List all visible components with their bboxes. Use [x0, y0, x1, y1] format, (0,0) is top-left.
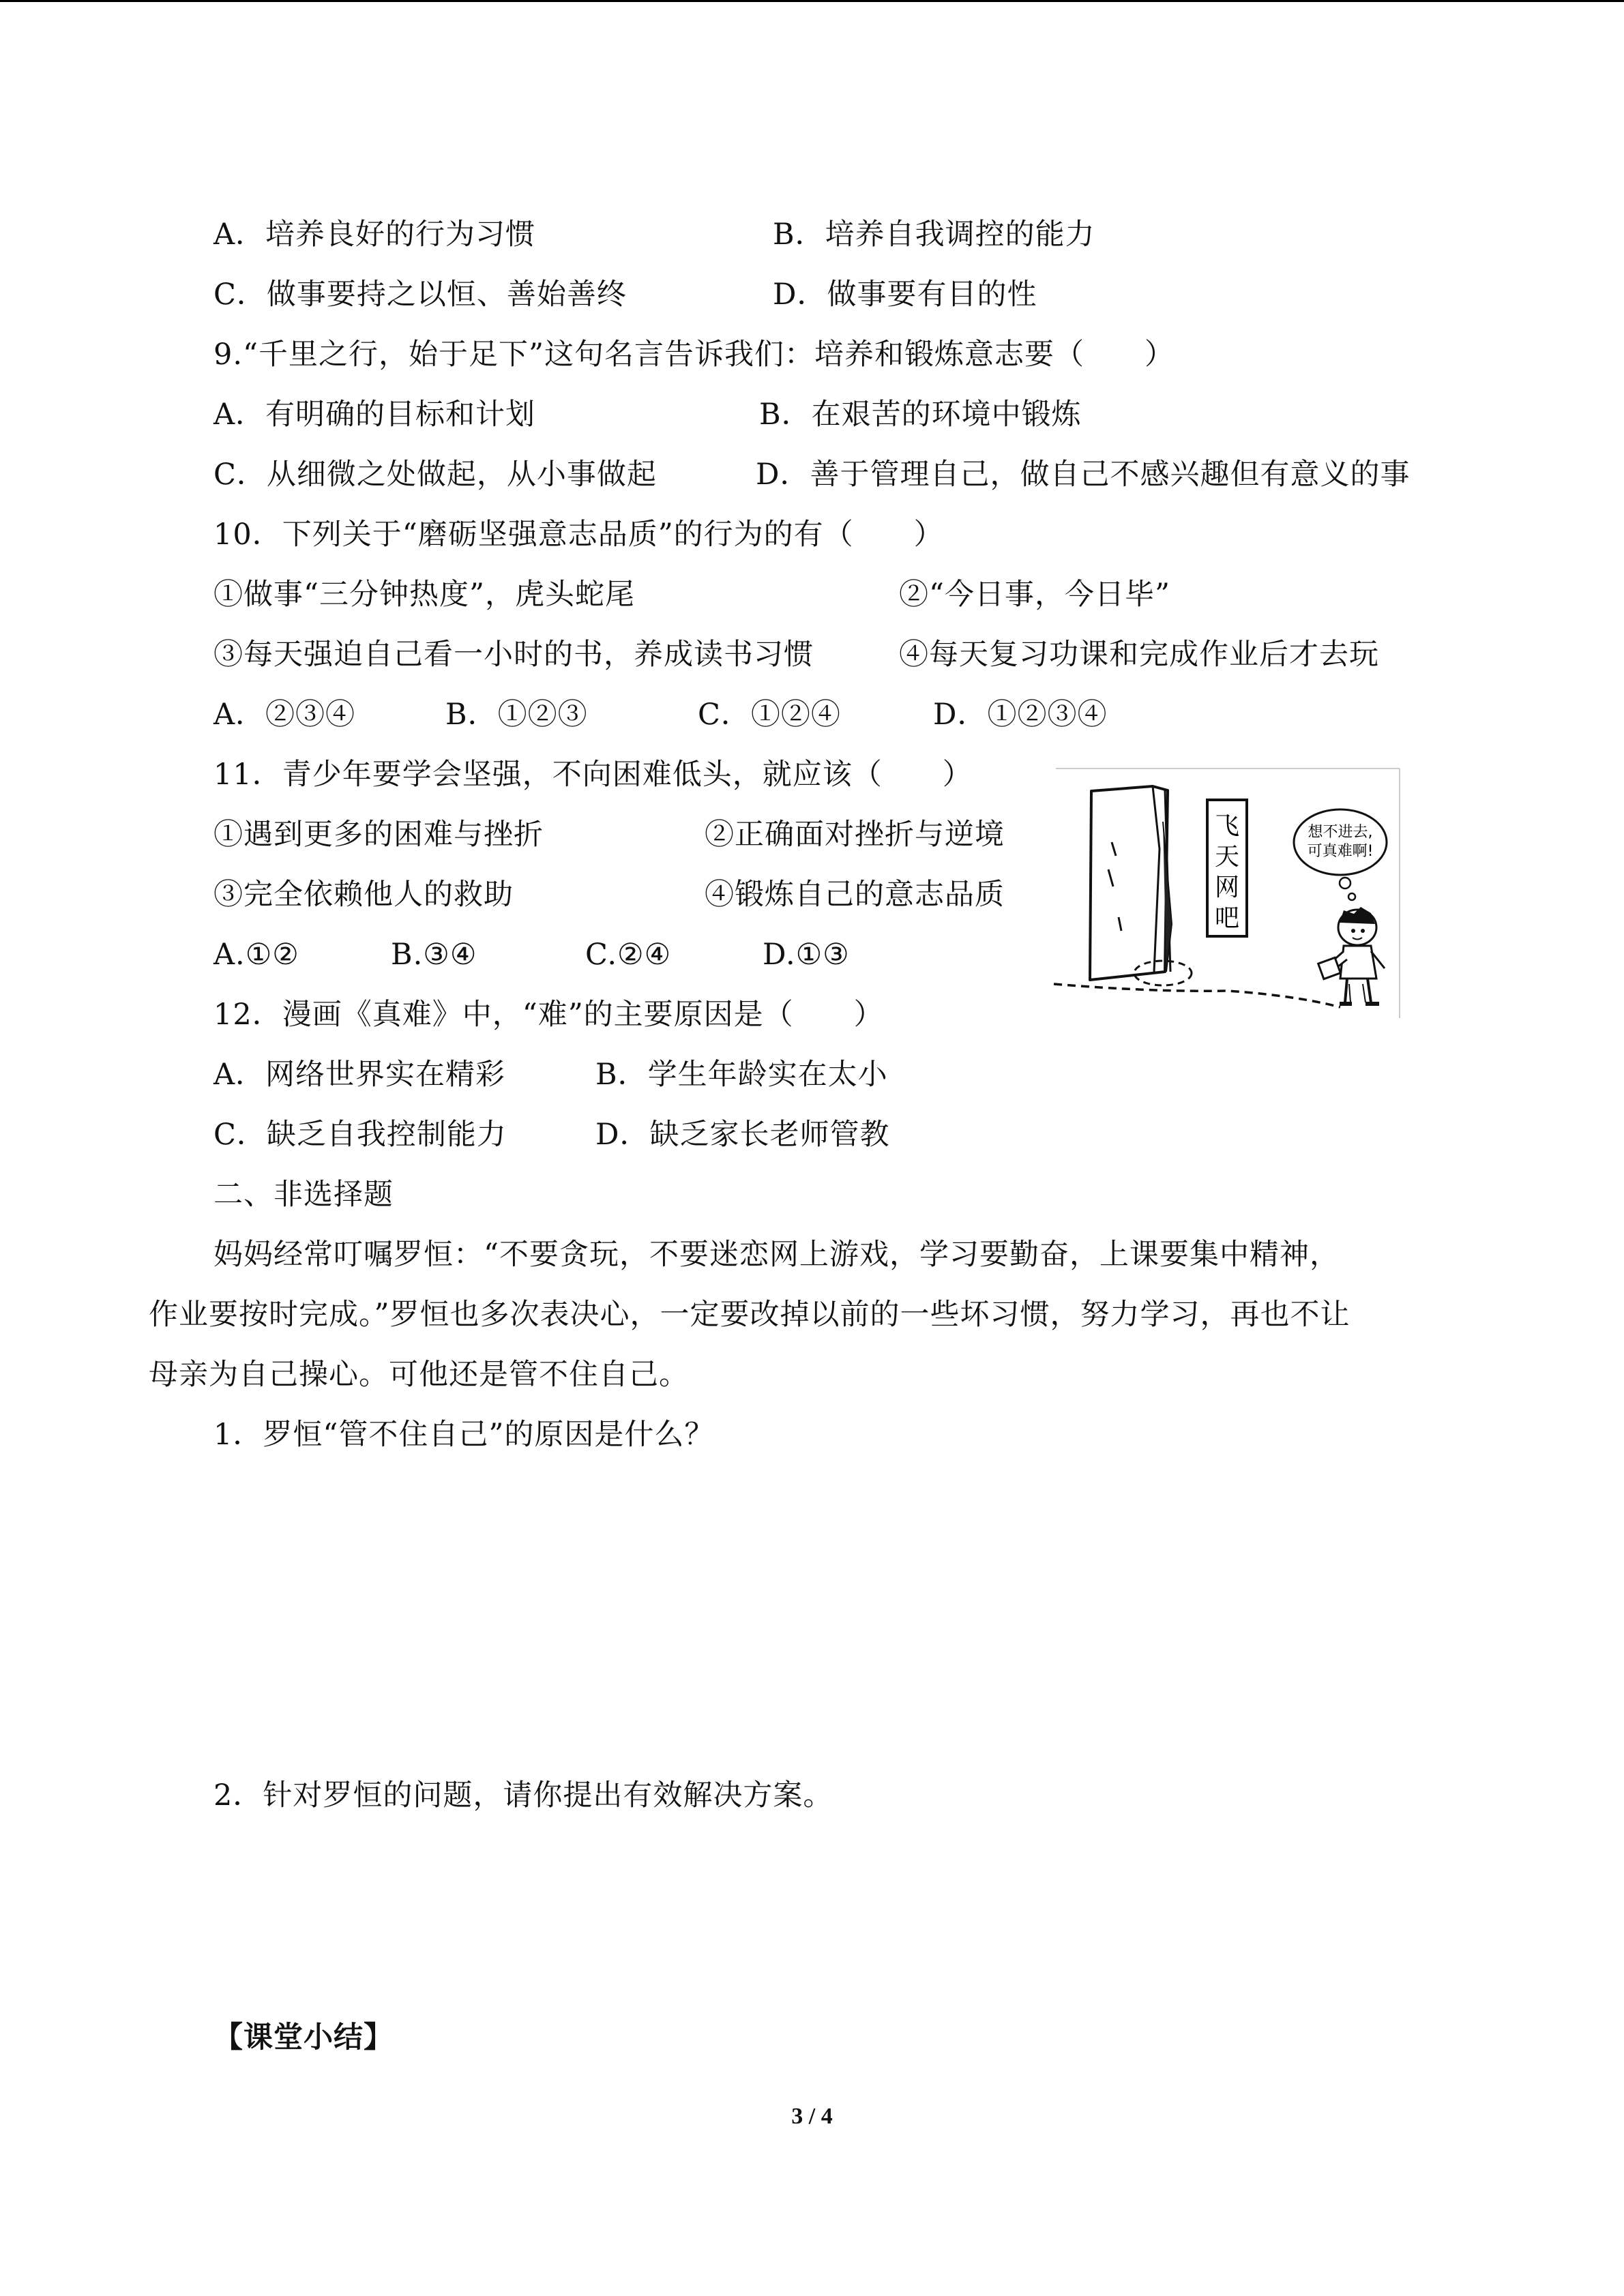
bubble-text-line2: 可真难啊! — [1307, 843, 1374, 860]
q11-option-c: C.②④ — [585, 938, 672, 972]
q10-option-a: A．②③④ — [213, 698, 356, 732]
q11-option-d: D.①③ — [763, 938, 850, 972]
q9-option-d: D．善于管理自己，做自己不感兴趣但有意义的事 — [756, 458, 1411, 492]
thought-bubble — [1294, 809, 1387, 875]
q12-option-c: C．缺乏自我控制能力 — [213, 1118, 507, 1152]
q9-option-a: A．有明确的目标和计划 — [213, 398, 536, 432]
open-question-2: 2．针对罗恒的问题，请你提出有效解决方案。 — [213, 1778, 833, 1813]
q10-option-d: D．①②③④ — [933, 698, 1108, 732]
sign-char-3: 网 — [1214, 874, 1240, 901]
sign-char-4: 吧 — [1214, 904, 1240, 932]
passage-line-1: 妈妈经常叮嘱罗恒：“不要贪玩，不要迷恋网上游戏，学习要勤奋，上课要集中精神， — [213, 1238, 1340, 1272]
q11-option-b: B.③④ — [391, 938, 477, 972]
q11-item-3: ③完全依赖他人的救助 — [213, 878, 514, 912]
passage-line-3: 母亲为自己操心。可他还是管不住自己。 — [149, 1358, 689, 1392]
q8-option-d: D．做事要有目的性 — [773, 278, 1037, 312]
q12-option-a: A．网络世界实在精彩 — [213, 1058, 506, 1092]
q11-option-a: A.①② — [213, 938, 299, 972]
q9-option-c: C．从细微之处做起，从小事做起 — [213, 458, 657, 492]
open-question-1: 1．罗恒“管不住自己”的原因是什么？ — [213, 1418, 715, 1452]
q10-item-1: ①做事“三分钟热度”，虎头蛇尾 — [213, 578, 635, 612]
q11-item-4: ④锻炼自己的意志品质 — [705, 878, 1005, 912]
passage-line-2: 作业要按时完成。”罗恒也多次表决心，一定要改掉以前的一些坏习惯，努力学习，再也不让 — [149, 1298, 1350, 1332]
q9-option-b: B．在艰苦的环境中锻炼 — [759, 398, 1082, 432]
sign-char-2: 天 — [1214, 843, 1240, 871]
bubble-text-line1: 想不进去, — [1308, 824, 1373, 841]
q9-stem: 9.“千里之行，始于足下”这句名言告诉我们：培养和锻炼意志要（ ） — [213, 338, 1175, 372]
boy-figure — [1318, 907, 1385, 1004]
q10-option-c: C．①②④ — [698, 698, 841, 732]
sign-char-1: 飞 — [1214, 812, 1240, 840]
q8-option-b: B．培养自我调控的能力 — [773, 218, 1095, 252]
q11-stem: 11．青少年要学会坚强，不向困难低头，就应该（ ） — [213, 758, 973, 792]
q8-option-c: C．做事要持之以恒、善始善终 — [213, 278, 627, 312]
q11-item-1: ①遇到更多的困难与挫折 — [213, 818, 544, 852]
page-top-border — [0, 0, 1624, 2]
summary-heading: 【课堂小结】 — [213, 2021, 394, 2055]
footstep-path — [1054, 984, 1340, 1007]
q10-option-b: B．①②③ — [445, 698, 588, 732]
q10-item-4: ④每天复习功课和完成作业后才去玩 — [899, 638, 1379, 672]
q10-item-3: ③每天强迫自己看一小时的书，养成读书习惯 — [213, 638, 814, 672]
section2-heading: 二、非选择题 — [213, 1178, 394, 1212]
page-number: 3 / 4 — [791, 2104, 833, 2129]
cartoon-illustration — [1050, 767, 1402, 1019]
q10-item-2: ②“今日事，今日毕” — [899, 578, 1170, 612]
q8-option-a: A．培养良好的行为习惯 — [213, 218, 536, 252]
q12-option-b: B．学生年龄实在太小 — [595, 1058, 888, 1092]
q12-stem: 12．漫画《真难》中，“难”的主要原因是（ ） — [213, 998, 884, 1032]
q10-stem: 10．下列关于“磨砺坚强意志品质”的行为的有（ ） — [213, 518, 944, 552]
q12-option-d: D．缺乏家长老师管教 — [595, 1118, 890, 1152]
q11-item-2: ②正确面对挫折与逆境 — [705, 818, 1005, 852]
